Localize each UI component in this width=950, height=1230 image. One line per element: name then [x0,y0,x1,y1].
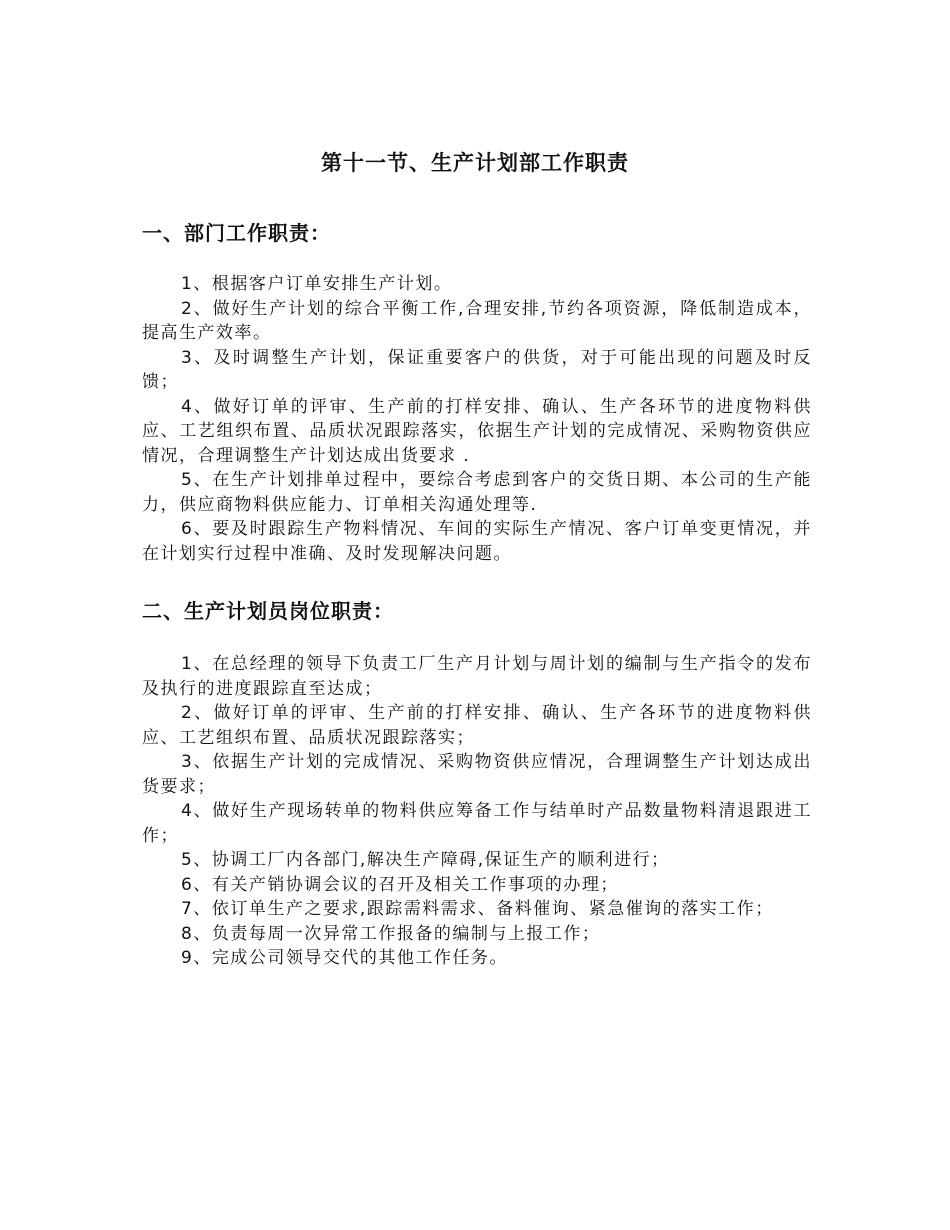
list-item: 4、做好生产现场转单的物料供应筹备工作与结单时产品数量物料清退跟进工作； [142,801,812,846]
planner-duties-list [142,652,812,971]
list-item: 2、做好生产计划的综合平衡工作,合理安排,节约各项资源，降低制造成本，提高生产效率。 [142,298,812,343]
list-item: 3、依据生产计划的完成情况、采购物资供应情况，合理调整生产计划达成出货要求； [142,752,812,797]
list-item: 3、及时调整生产计划，保证重要客户的供货，对于可能出现的问题及时反馈； [142,347,812,392]
list-item: 8、负责每周一次异常工作报备的编制与上报工作； [181,923,601,944]
list-item: 6、要及时跟踪生产物料情况、车间的实际生产情况、客户订单变更情况，并在计划实行过程中准确、及时发现解决问题。 [142,519,812,564]
section-heading-department-duties: 一、部门工作职责： [142,221,331,245]
list-item: 5、协调工厂内各部门,解决生产障碍,保证生产的顺利进行； [181,850,670,870]
list-item: 7、依订单生产之要求,跟踪需料需求、备料催询、紧急催询的落实工作； [181,899,774,919]
department-duties-list [142,272,812,566]
list-item: 1、在总经理的领导下负责工厂生产月计划与周计划的编制与生产指令的发布及执行的进度跟踪直至达成； [142,654,812,699]
list-item: 6、有关产销协调会议的召开及相关工作事项的办理； [181,874,619,895]
list-item: 1、根据客户订单安排生产计划。 [181,274,453,294]
list-item: 5、在生产计划排单过程中，要综合考虑到客户的交货日期、本公司的生产能力，供应商物料供应能力、订单相关沟通处理等. [142,470,812,515]
list-item: 4、做好订单的评审、生产前的打样安排、确认、生产各环节的进度物料供应、工艺组织布置、品质状况跟踪落实，依据生产计划的完成情况、采购物资供应情况，合理调整生产计划达成出货要求 . [142,396,812,466]
list-item: 2、做好订单的评审、生产前的打样安排、确认、生产各环节的进度物料供应、工艺组织布置、品质状况跟踪落实； [142,703,812,748]
section-heading-planner-duties: 二、生产计划员岗位职责： [142,599,394,623]
page-title: 第十一节、生产计划部工作职责 [321,151,629,175]
list-item: 9、完成公司领导交代的其他工作任务。 [181,948,508,968]
